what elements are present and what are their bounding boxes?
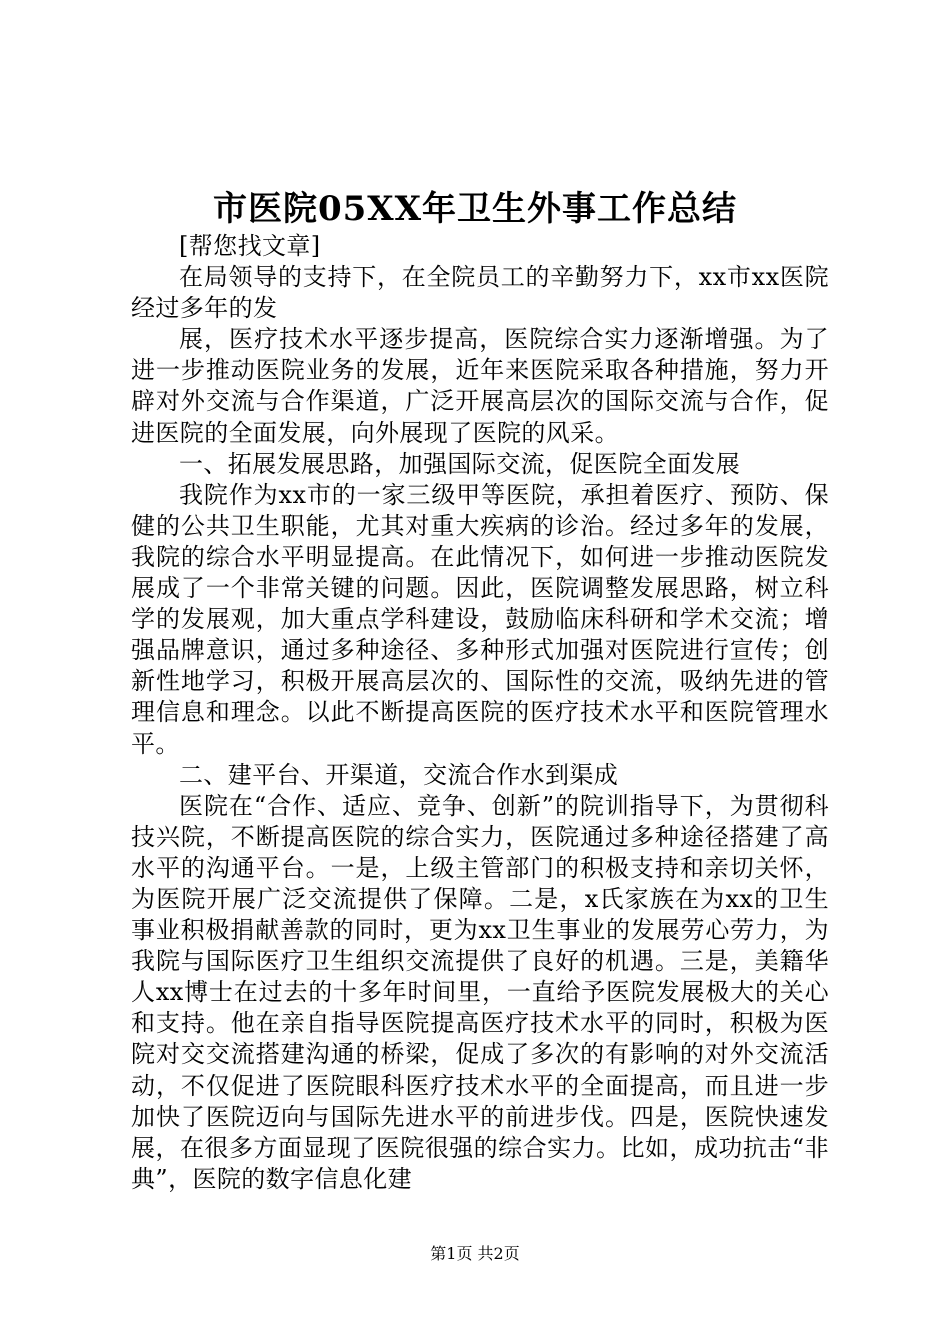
page-number: 第1页 共2页 [430, 1244, 520, 1263]
section-heading-1: 一、拓展发展思路，加强国际交流，促医院全面发展 [179, 449, 741, 478]
document-title: 市医院05XX年卫生外事工作总结 [212, 189, 738, 229]
document-body [131, 231, 829, 1195]
section-1-paragraph: 我院作为xx市的一家三级甲等医院，承担着医疗、预防、保健的公共卫生职能，尤其对重大疾病的诊治。经过多年的发展，我院的综合水平明显提高。在此情况下，如何进一步推动医院发展成了一个非常关键的问题。因此，医院调整发展思路，树立科学的发展观，加大重点学科建设，鼓励临床科研和学术交流；增强品牌意识，通过多种途径、多种形式加强对医院进行宣传；创新性地学习，积极开展高层次的、国际性的交流，吸纳先进的管理信息和理念。以此不断提高医院的医疗技术水平和医院管理水平。 [131, 480, 829, 758]
source-tag: [帮您找文章] [179, 232, 321, 260]
intro-paragraph: 展，医疗技术水平逐步提高，医院综合实力逐渐增强。为了进一步推动医院业务的发展，近年来医院采取各种措施，努力开辟对外交流与合作渠道，广泛开展高层次的国际交流与合作，促进医院的全面发展，向外展现了医院的风采。 [131, 325, 829, 447]
intro-paragraph-line: 在局领导的支持下，在全院员工的辛勤努力下，xx市xx医院经过多年的发 [131, 263, 829, 323]
section-2-paragraph: 医院在“合作、适应、竞争、创新”的院训指导下，为贯彻科技兴院，不断提高医院的综合实力，医院通过多种途径搭建了高水平的沟通平台。一是，上级主管部门的积极支持和亲切关怀，为医院开展广泛交流提供了保障。二是，x氏家族在为xx的卫生事业积极捐献善款的同时，更为xx卫生事业的发展劳心劳力，为我院与国际医疗卫生组织交流提供了良好的机遇。三是，美籍华人xx博士在过去的十多年时间里，一直给予医院发展极大的关心和支持。他在亲自指导医院提高医疗技术水平的同时，积极为医院对交交流搭建沟通的桥梁，促成了多次的有影响的对外交流活动，不仅促进了医院眼科医疗技术水平的全面提高，而且进一步加快了医院迈向与国际先进水平的前进步伐。四是，医院快速发展，在很多方面显现了医院很强的综合实力。比如，成功抗击“非典”，医院的数字信息化建 [131, 791, 829, 1193]
section-heading-2: 二、建平台、开渠道，交流合作水到渠成 [179, 760, 619, 789]
